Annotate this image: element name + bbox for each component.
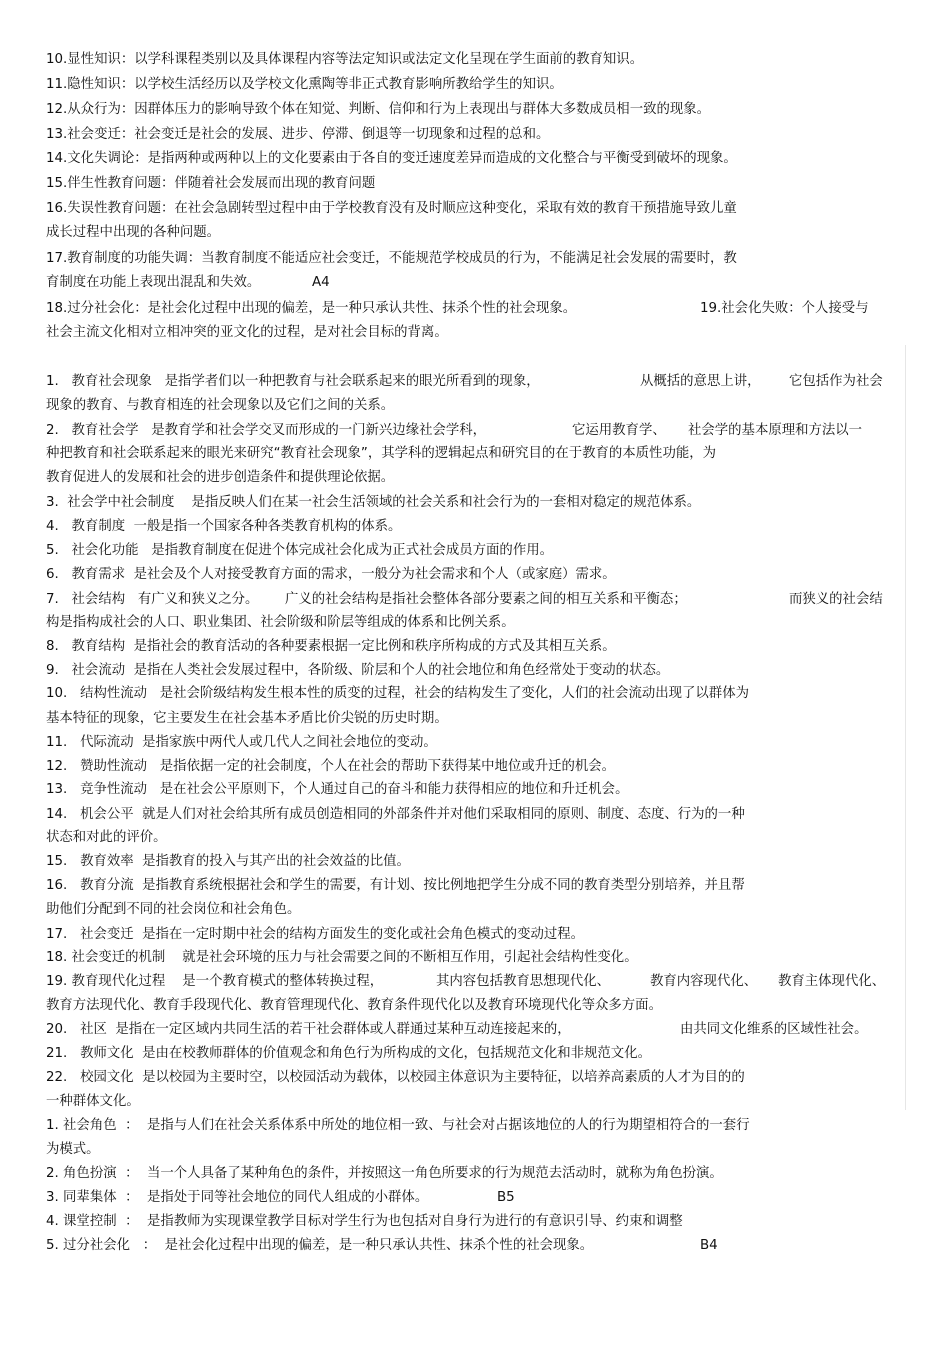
definition-line: 10.显性知识：以学科课程类别以及具体课程内容等法定知识或法定文化呈现在学生面前的教育知识。 [46, 52, 644, 67]
definition-line: 14.文化失调论：是指两种或两种以上的文化要素由于各自的变迁速度差异而造成的文化整合与平衡受到破坏的现象。 [46, 151, 737, 166]
definition-line: 16. 教育分流 是指教育系统根据社会和学生的需要，有计划、按比例地把学生分成不同的教育类型分别培养，并且帮 [46, 878, 745, 893]
definition-line: 4. 课堂控制 ： 是指教师为实现课堂教学目标对学生行为也包括对自身行为进行的有意识引导、约束和调整 [46, 1214, 683, 1229]
definition-line: 12. 赞助性流动 是指依据一定的社会制度，个人在社会的帮助下获得某中地位或升迁的机会。 [46, 759, 616, 774]
definition-line: 种把教育和社会联系起来的眼光来研究“教育社会现象”，其学科的逻辑起点和研究目的在于教育的本质性功能，为 [46, 446, 717, 461]
definition-line: 教育主体现代化、 [778, 974, 886, 989]
definition-line: 1. 教育社会现象 是指学者们以一种把教育与社会联系起来的眼光所看到的现象， [46, 374, 540, 389]
definition-line: 5. 社会化功能 是指教育制度在促进个体完成社会化成为正式社会成员方面的作用。 [46, 543, 553, 558]
definition-line: 13.社会变迁：社会变迁是社会的发展、进步、停滞、倒退等一切现象和过程的总和。 [46, 127, 550, 142]
definition-line: 1. 社会角色 ： 是指与人们在社会关系体系中所处的地位相一致、与社会对占据该地位的人的行为期望相符合的一套行 [46, 1118, 750, 1133]
definition-line: 它包括作为社会 [789, 374, 883, 389]
definition-line: 18.过分社会化：是社会化过程中出现的偏差，是一种只承认共性、抹杀个性的社会现象。 [46, 301, 577, 316]
definition-line: 17. 社会变迁 是指在一定时期中社会的结构方面发生的变化或社会角色模式的变动过程。 [46, 927, 585, 942]
definition-line: 13. 竞争性流动 是在社会公平原则下，个人通过自己的奋斗和能力获得相应的地位和升迁机会。 [46, 782, 629, 797]
definition-line: 9. 社会流动 是指在人类社会发展过程中，各阶级、阶层和个人的社会地位和角色经常处于变动的状态。 [46, 663, 670, 678]
definition-line: 11. 代际流动 是指家族中两代人或几代人之间社会地位的变动。 [46, 735, 437, 750]
definition-line: 教育方法现代化、教育手段现代化、教育管理现代化、教育条件现代化以及教育环境现代化等众多方面。 [46, 998, 662, 1013]
definition-line: 12.从众行为：因群体压力的影响导致个体在知觉、判断、信仰和行为上表现出与群体大多数成员相一致的现象。 [46, 102, 711, 117]
definition-line: 教育内容现代化、 [650, 974, 758, 989]
definition-line: 广义的社会结构是指社会整体各部分要素之间的相互关系和平衡态； [285, 592, 687, 607]
definition-line: 其内容包括教育思想现代化、 [436, 974, 611, 989]
definition-line: 基本特征的现象，它主要发生在社会基本矛盾比价尖锐的历史时期。 [46, 711, 448, 726]
definition-line: 状态和对此的评价。 [46, 830, 167, 845]
definition-line: 教育促进人的发展和社会的进步创造条件和提供理论依据。 [46, 470, 395, 485]
definition-line: 11.隐性知识：以学校生活经历以及学校文化熏陶等非正式教育影响所教给学生的知识。 [46, 77, 563, 92]
definition-line: 7. 社会结构 有广义和狭义之分。 [46, 592, 259, 607]
definition-line: 10. 结构性流动 是社会阶级结构发生根本性的质变的过程，社会的结构发生了变化，人们的社会流动出现了以群体为 [46, 686, 749, 701]
definition-line: 为模式。 [46, 1142, 100, 1157]
definition-line: 社会主流文化相对立相冲突的亚文化的过程，是对社会目标的背离。 [46, 325, 448, 340]
definition-line: 社会学的基本原理和方法以一 [688, 423, 863, 438]
definition-line: 19.社会化失败：个人接受与 [700, 301, 869, 316]
definition-line: 成长过程中出现的各种问题。 [46, 225, 221, 240]
definition-line: 3. 社会学中社会制度 是指反映人们在某一社会生活领域的社会关系和社会行为的一套相对稳定的规范体系。 [46, 495, 701, 510]
definition-line: 助他们分配到不同的社会岗位和社会角色。 [46, 902, 301, 917]
definition-line: 18. 社会变迁的机制 就是社会环境的压力与社会需要之间的不断相互作用，引起社会结构性变化。 [46, 950, 638, 965]
definition-line: 16.失误性教育问题：在社会急剧转型过程中由于学校教育没有及时顺应这种变化，采取有效的教育干预措施导致儿童 [46, 201, 737, 216]
definition-line: 从概括的意思上讲， [640, 374, 761, 389]
definition-line: 14. 机会公平 就是人们对社会给其所有成员创造相同的外部条件并对他们采取相同的原则、制度、态度、行为的一种 [46, 807, 745, 822]
paper-size-mark: B5 [497, 1190, 515, 1205]
definition-line: 21. 教师文化 是由在校教师群体的价值观念和角色行为所构成的文化，包括规范文化和非规范文化。 [46, 1046, 651, 1061]
definition-line: 22. 校园文化 是以校园为主要时空，以校园活动为载体，以校园主体意识为主要特征，以培养高素质的人才为目的的 [46, 1070, 745, 1085]
definition-line: 8. 教育结构 是指社会的教育活动的各种要素根据一定比例和秩序所构成的方式及其相互关系。 [46, 639, 616, 654]
definition-line: 育制度在功能上表现出混乱和失效。 [46, 275, 261, 290]
definition-line: 4. 教育制度 一般是指一个国家各种各类教育机构的体系。 [46, 519, 402, 534]
definition-line: 5. 过分社会化 ： 是社会化过程中出现的偏差，是一种只承认共性、抹杀个性的社会现象。 [46, 1238, 594, 1253]
definition-line: 现象的教育、与教育相连的社会现象以及它们之间的关系。 [46, 398, 395, 413]
paper-size-mark: B4 [700, 1238, 718, 1253]
definition-line: 它运用教育学、 [572, 423, 666, 438]
definition-line: 20. 社区 是指在一定区域内共同生活的若干社会群体或人群通过某种互动连接起来的， [46, 1022, 571, 1037]
paper-size-mark: A4 [312, 275, 330, 290]
definition-line: 15. 教育效率 是指教育的投入与其产出的社会效益的比值。 [46, 854, 410, 869]
definition-line: 6. 教育需求 是社会及个人对接受教育方面的需求，一般分为社会需求和个人（或家庭）需求。 [46, 567, 616, 582]
definition-line: 17.教育制度的功能失调：当教育制度不能适应社会变迁，不能规范学校成员的行为，不能满足社会发展的需要时，教 [46, 251, 737, 266]
vertical-rule [905, 345, 906, 1110]
definition-line: 2. 角色扮演 ： 当一个人具备了某种角色的条件，并按照这一角色所要求的行为规范去活动时，就称为角色扮演。 [46, 1166, 723, 1181]
definition-line: 由共同文化维系的区域性社会。 [680, 1022, 868, 1037]
definition-line: 2. 教育社会学 是教育学和社会学交叉而形成的一门新兴边缘社会学科， [46, 423, 487, 438]
definition-line: 15.伴生性教育问题：伴随着社会发展而出现的教育问题 [46, 176, 376, 191]
definition-line: 一种群体文化。 [46, 1094, 140, 1109]
definition-line: 构是指构成社会的人口、职业集团、社会阶级和阶层等组成的体系和比例关系。 [46, 615, 515, 630]
definition-line: 3. 同辈集体 ： 是指处于同等社会地位的同代人组成的小群体。 [46, 1190, 429, 1205]
definition-line: 19. 教育现代化过程 是一个教育模式的整体转换过程， [46, 974, 384, 989]
definition-line: 而狭义的社会结 [789, 592, 883, 607]
